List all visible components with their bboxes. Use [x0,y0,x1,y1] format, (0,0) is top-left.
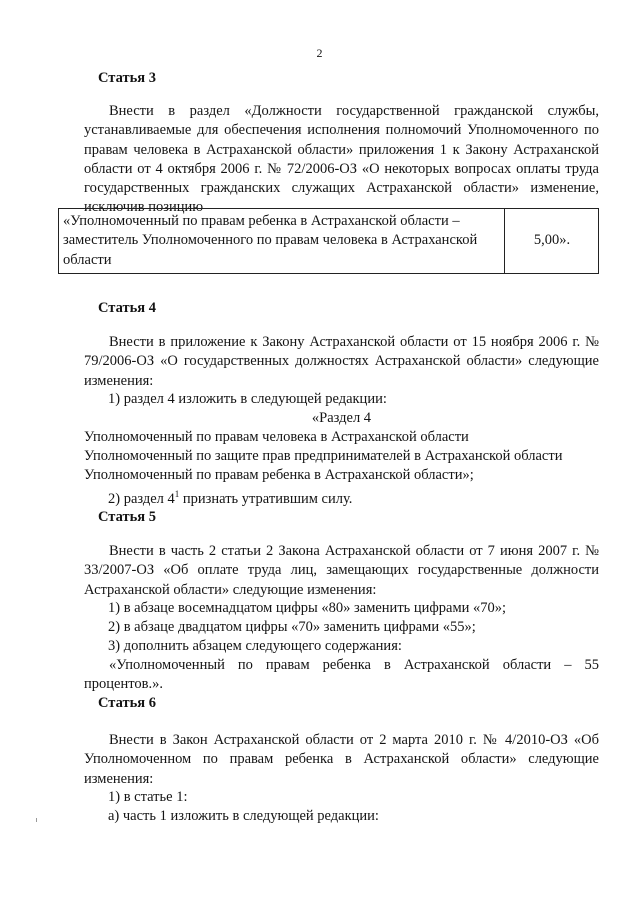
article-6-item-a: а) часть 1 изложить в следующей редакции: [108,808,379,824]
section-4-title: «Раздел 4 [311,410,372,426]
table-row [59,209,599,274]
article-6-heading: Статья 6 [98,695,156,711]
article-5-paragraph: Внести в часть 2 статьи 2 Закона Астраханской области от 7 июня 2007 г. № 33/2007-ОЗ «Об оплате труда лиц, замещающих государственные должности Астраханской области» следующие изменения: [84,543,599,598]
page-number: 2 [316,46,323,60]
article-5-item-1: 1) в абзаце восемнадцатом цифры «80» заменить цифрами «70»; [108,600,507,616]
item-2-prefix: 2) раздел 4 [108,490,175,507]
article-4-item-2 [108,485,633,509]
article-6-paragraph: Внести в Закон Астраханской области от 2 марта 2010 г. № 4/2010-ОЗ «Об Уполномоченном по правам ребенка в Астраханской области» следующие изменения: [84,732,599,787]
article-5-item-3: 3) дополнить абзацем следующего содержания: [108,638,402,654]
scan-speck [36,818,37,822]
section-4-position-3: Уполномоченный по правам ребенка в Астраханской области»; [84,467,474,483]
position-table [58,208,599,274]
article-3-heading: Статья 3 [98,70,156,86]
article-5-quote: «Уполномоченный по правам ребенка в Астраханской области – 55 процентов.». [84,657,599,693]
position-cell: «Уполномоченный по правам ребенка в Астраханской области – заместитель Уполномоченного по правам человека в Астраханской области [59,209,505,274]
item-2-suffix: признать утратившим силу. [179,490,353,507]
section-4-position-1: Уполномоченный по правам человека в Астраханской области [84,429,469,445]
article-4-item-1: 1) раздел 4 изложить в следующей редакции: [108,391,387,407]
item-2-superscript: 1 [174,489,180,499]
article-3-paragraph: Внести в раздел «Должности государственной гражданской службы, устанавливаемые для обеспечения исполнения полномочий Уполномоченного по правам человека в Астраханской области» приложения 1 к Закону Астраханской области от 4 октября 2006 г. № 72/2006-ОЗ «О некоторых вопросах оплаты труда государственных гражданских служащих Астраханской области» изменение, исключив позицию [84,103,599,216]
article-4-paragraph: Внести в приложение к Закону Астраханской области от 15 ноября 2006 г. № 79/2006-ОЗ «О государственных должностях Астраханской области» следующие изменения: [84,334,599,389]
coefficient-cell: 5,00». [505,209,599,274]
article-4-heading: Статья 4 [98,300,156,316]
section-4-position-2: Уполномоченный по защите прав предпринимателей в Астраханской области [84,448,563,464]
article-5-item-2: 2) в абзаце двадцатом цифры «70» заменить цифрами «55»; [108,619,476,635]
article-5-heading: Статья 5 [98,509,156,525]
article-6-item-1: 1) в статье 1: [108,789,188,805]
